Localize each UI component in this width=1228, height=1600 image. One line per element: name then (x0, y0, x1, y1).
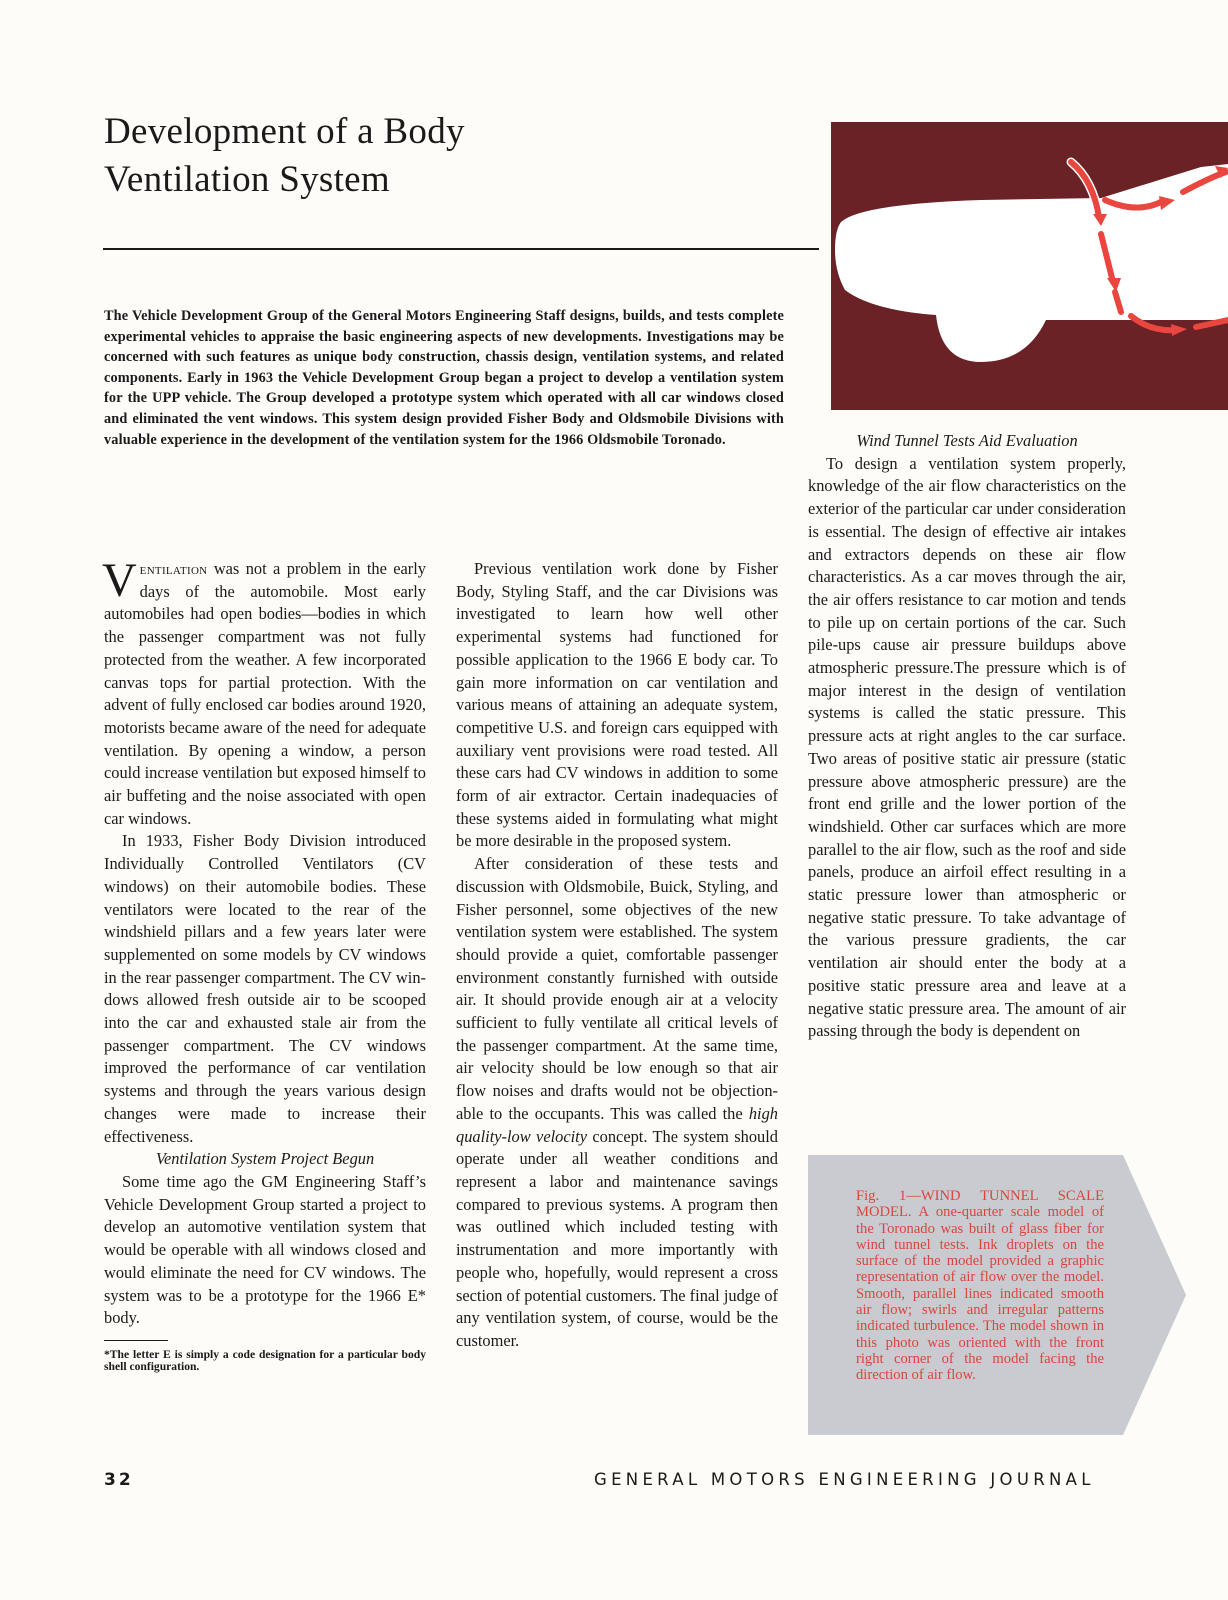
title-rule (103, 248, 819, 250)
figure-caption-box (808, 1155, 1228, 1435)
column-2 (456, 558, 778, 1353)
emphasis-term: high quality-low velocity (456, 1103, 778, 1146)
paragraph: Previous ventilation work done by Fisher Body, Styling Staff, and the car Divisions was investigated to learn how well other experimental systems had functioned for possible application to the 1966 E body car. To gain more information on car ventilation and various means of attaining an adequate system, competitive U.S. and foreign cars equipped with auxiliary vent provisions were road tested. All these cars had CV windows in addition to some form of air extractor. Certain inadequacies of these systems aided in formulating what might be more desirable in the proposed system. (456, 559, 778, 851)
article-title (104, 108, 465, 204)
paragraph (456, 853, 778, 1352)
paragraph-text: concept. The system should operate under all weather conditions and represent a labor and maintenance savings compared to previous systems. A program then was outlined which included testing with instrumentation and more importantly with people who, hopefully, would represent a cross section of potential customers. The final judge of any ventilation system, of course, would be the customer. (456, 1126, 778, 1350)
paragraph-text: was not a problem in the early days of the automobile. Most early automobiles had open bodies—bodies in which the passenger compartment was not fully protected from the weather. A few incorporated canvas tops for partial protection. With the advent of fully enclosed car bodies around 1920, motorists became aware of the need for adequate ventilation. By opening a window, a person could increase ventilation but exposed himself to air buffeting and the noise associated with open car windows. (104, 559, 426, 828)
paragraph: Some time ago the GM Engineering Staff’s Vehicle Development Group started a project to develop an automotive ventilation system that would be operable with all windows closed and would eliminate the need for CV windows. The system was to be a prototype for the 1966 E* body. (104, 1171, 426, 1328)
drop-cap: V (102, 554, 137, 607)
title-line-1: Development of a Body (104, 111, 465, 152)
article-abstract: The Vehicle Development Group of the General Motors Engineering Staff designs, builds, and tests complete experimental vehicles to appraise the basic engineering aspects of new developments. Investigations may be concerned with such features as unique body construction, chassis design, ventilation systems, and related components. Early in 1963 the Vehicle Development Group began a project to develop a ventilation system for the UPP vehicle. The Group developed a prototype system which operated with all car windows closed and eliminated the vent windows. This system design provided Fisher Body and Oldsmobile Divisions with valuable experience in the development of the ventilation system for the 1966 Oldsmobile Toronado. (104, 308, 784, 448)
figure-caption: Fig. 1—WIND TUNNEL SCALE MODEL. A one-quarter scale model of the Toronado was built of glass fiber for wind tunnel tests. Ink droplets on the surface of the model provided a graphic representation of air flow over the model. Smooth, parallel lines indicated smooth air flow; swirls and irregular patterns indicated turbulence. The model shown in this photo was oriented with the front right corner of the model facing the direction of air flow. (856, 1188, 1104, 1384)
footnote-rule (104, 1340, 168, 1341)
car-airflow-icon (831, 122, 1228, 410)
paragraph: In 1933, Fisher Body Division introduced Individually Controlled Ventilators (CV windows) on their automobile bodies. These ventilators were located to the rear of the windshield pillars and a few years later were supplemented on some models by CV windows in the rear passenger compartment. The CV windows allowed fresh outside air to be scooped into the car and exhausted stale air from the passenger compartment. The CV windows improved the performance of car ventilation systems and through the years various design changes were made to increase their effectiveness. (104, 831, 426, 1146)
paragraph-text: After consideration of these tests and discussion with Oldsmobile, Buick, Styling, and Fisher personnel, some objectives of the new ventilation system were established. The system should provide a quiet, comfortable passenger environment constantly furnished with outside air. It should provide enough air at a velocity sufficient to fully ventilate all critical levels of the passenger compartment. At the same time, air velocity should be low enough so that air flow noises and drafts would not be objectionable to the occupants. This was called the (456, 854, 778, 1123)
car-airflow-figure (831, 122, 1228, 410)
paragraph (102, 554, 426, 830)
section-heading: Wind Tunnel Tests Aid Evaluation (856, 431, 1078, 450)
page-number: 32 (104, 1470, 134, 1490)
title-line-2: Ventilation System (104, 159, 390, 200)
footnote: *The letter E is simply a code designation for a particular body shell configuration. (104, 1347, 426, 1374)
column-3 (808, 430, 1126, 1043)
journal-name: GENERAL MOTORS ENGINEERING JOURNAL (594, 1470, 1095, 1489)
paragraph: To design a ventilation system properly, knowledge of the air flow characteristics on the exterior of the particular car under consideration is essential. The design of effective air intakes and extractors depends on these air flow characteristics. As a car moves through the air, the air offers resistance to car motion and tends to pile up on certain portions of the car. Such pile-ups cause air pressure buildups above atmospheric pressure.The pressure which is of major interest in the design of ventilation systems is called the static pressure. This pressure acts at right angles to the car surface. Two areas of positive static air pressure (static pressure above atmospheric pressure) are the front end grille and the lower portion of the windshield. Other car surfaces which are more parallel to the air flow, such as the roof and side panels, produce an airfoil effect resulting in a static pressure lower than atmospheric or negative static pressure. To take advantage of the various pressure gradients, the car ventilation air should enter the body at a positive static pressure area and leave at a negative static pressure area. The amount of air passing through the body is dependent on (808, 453, 1126, 1041)
section-heading: Ventilation System Project Begun (155, 1149, 375, 1169)
column-1 (102, 554, 426, 1374)
lead-in: entilation (139, 559, 208, 578)
